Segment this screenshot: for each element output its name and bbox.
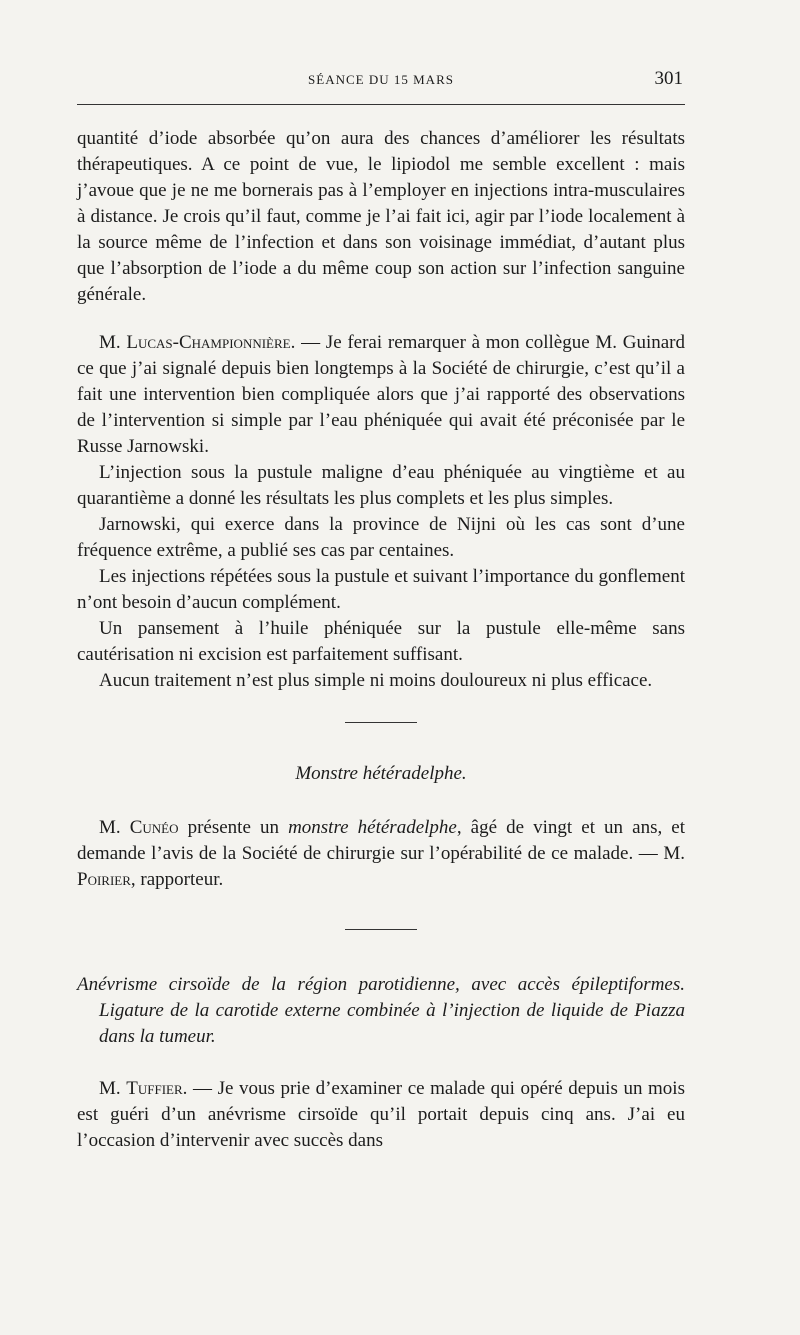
reporter-name: Poirier	[77, 869, 131, 890]
page-number: 301	[654, 68, 683, 89]
speaker-prefix: M.	[99, 817, 130, 838]
paragraph-text: , âgé de vingt et un ans, et demande l’avis de la Société de chirurgie sur l’opérabilité de ce malade. — M.	[77, 817, 685, 864]
paragraph-lucas-championniere	[77, 330, 685, 460]
paragraph: Jarnowski, qui exerce dans la province de Nijni où les cas sont d’une fréquence extrême, a publié ses cas par centaines.	[77, 514, 685, 561]
speaker-name: Lucas-Championnière	[126, 332, 291, 353]
section-divider	[345, 929, 417, 930]
speaker-prefix: M.	[99, 332, 127, 353]
running-title: SÉANCE DU 15 MARS	[308, 72, 454, 87]
paragraph: Un pansement à l’huile phéniquée sur la pustule elle-même sans cautérisation ni excision est parfaitement suffisant.	[77, 618, 685, 665]
paragraph: L’injection sous la pustule maligne d’eau phéniquée au vingtième et au quarantième a donné les résultats les plus complets et les plus simples.	[77, 462, 685, 509]
paragraph-cuneo	[77, 815, 685, 893]
italic-term: monstre hétéradelphe	[288, 817, 457, 838]
section-title: Anévrisme cirsoïde de la région parotidienne, avec accès épileptiformes. Ligature de la carotide externe combinée à l’injection de liquide de Piazza dans la tumeur.	[77, 974, 685, 1047]
paragraph-text: , rapporteur.	[130, 869, 224, 890]
paragraph-text: . — Je ferai remarquer à mon collègue M. Guinard ce que j’ai signalé depuis bien longtemps à la Société de chirurgie, c’est qu’il a fait une intervention bien compliquée alors que j’ai rapporté des observations de l’intervention si simple par l’eau phéniquée qui avait été préconisée par le Russe Jarnowski.	[77, 332, 685, 457]
speaker-name: Cunéo	[129, 817, 179, 838]
paragraph: Aucun traitement n’est plus simple ni moins douloureux ni plus efficace.	[99, 670, 653, 691]
paragraph: Les injections répétées sous la pustule et suivant l’importance du gonflement n’ont besoin d’aucun complément.	[77, 566, 685, 613]
section-divider	[345, 722, 417, 723]
page-body	[77, 126, 685, 1154]
paragraph-text: présente un	[178, 817, 289, 838]
speaker-prefix: M.	[99, 1078, 127, 1099]
speaker-name: Tuffier	[126, 1078, 183, 1099]
paragraph-tuffier	[77, 1076, 685, 1154]
section-title: Monstre hétéradelphe.	[295, 763, 467, 784]
paragraph-text: . — Je vous prie d’examiner ce malade qui opéré depuis un mois est guéri d’un anévrisme cirsoïde qu’il portait depuis cinq ans. J’ai eu l’occasion d’intervenir avec succès dans	[77, 1078, 685, 1151]
page-header	[77, 62, 685, 105]
paragraph-continuation: quantité d’iode absorbée qu’on aura des chances d’améliorer les résultats thérapeutiques. A ce point de vue, le lipiodol me semble excellent : mais j’avoue que je ne me bornerais pas à l’employer en injections intra-musculaires à distance. Je crois qu’il faut, comme je l’ai fait ici, agir par l’iode localement à la source même de l’infection et dans son voisinage immédiat, d’autant plus que l’absorption de l’iode a du même coup son action sur l’infection sanguine générale.	[77, 128, 685, 305]
